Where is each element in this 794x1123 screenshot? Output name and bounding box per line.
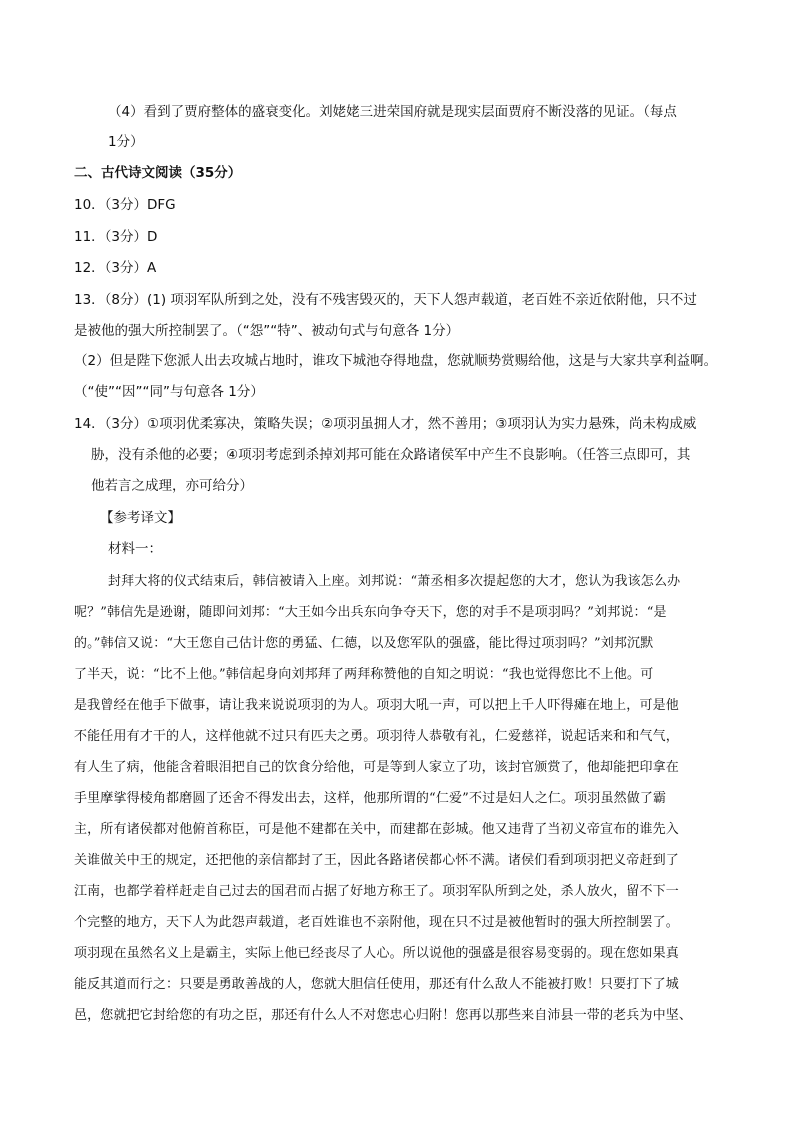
translation-line: 邑，您就把它封给您的有功之臣，那还有什么人不对您忠心归附！您再以那些来自沛县一带的老兵为中坚、 [74,1008,693,1023]
translation-line: 封拜大将的仪式结束后，韩信被请入上座。刘邦说：“萧丞相多次提起您的大才，您认为我该怎么办 [108,574,681,589]
translation-line: 主，所有诸侯都对他俯首称臣，可是他不建都在关中，而建都在彭城。他又违背了当初义帝宣布的谁先入 [74,822,679,837]
translation-heading: 【参考译文】 [100,510,181,526]
translation-line: 了半天，说：“比不上他。”韩信起身向刘邦拜了两拜称赞他的自知之明说：“我也觉得您比不上他。可 [74,667,654,682]
translation-line: 的。”韩信又说：“大王您自己估计您的勇猛、仁德，以及您军队的强盛，能比得过项羽吗？”刘邦沉默 [74,636,654,651]
translation-line: 项羽现在虽然名义上是霸主，实际上他已经丧尽了人心。所以说他的强盛是很容易变弱的。现在您如果真 [74,946,679,961]
answer-q13-line4: （“使”“因”“同”与句意各 1分） [74,384,264,400]
answer-q12: 12．（3分）A [74,260,157,276]
answer-q14-line2: 胁，没有杀他的必要；④项羽考虑到杀掉刘邦可能在众路诸侯军中产生不良影响。（任答三点即可，其 [91,447,691,463]
answer-q4-line1: （4）看到了贾府整体的盛衰变化。刘姥姥三进荣国府就是现实层面贾府不断没落的见证。（每点 [108,104,677,120]
translation-line: 手里摩挲得棱角都磨圆了还舍不得发出去，这样，他那所谓的“仁爱”不过是妇人之仁。项羽虽然做了霸 [74,791,667,806]
translation-line: 关谁做关中王的规定，还把他的亲信都封了王，因此各路诸侯都心怀不满。诸侯们看到项羽把义帝赶到了 [74,853,679,868]
answer-q11: 11．（3分）D [74,229,158,245]
translation-line: 呢？”韩信先是逊谢，随即问刘邦：“大王如今出兵东向争夺天下，您的对手不是项羽吗？”刘邦说：“是 [74,605,667,620]
answer-q14-line1: 14．（3分）①项羽优柔寡决，策略失误；②项羽虽拥人才，然不善用；③项羽认为实力悬殊，尚未构成威 [74,416,697,432]
answer-q10: 10．（3分）DFG [74,197,176,213]
material-label: 材料一： [108,541,162,557]
translation-line: 有人生了病，他能含着眼泪把自己的饮食分给他，可是等到人家立了功，该封官颁赏了，他却能把印拿在 [74,760,679,775]
translation-line: 是我曾经在他手下做事，请让我来说说项羽的为人。项羽大吼一声，可以把上千人吓得瘫在地上，可是他 [74,698,679,713]
translation-line: 江南，也都学着样赶走自己过去的国君而占据了好地方称王了。项羽军队所到之处，杀人放火，留不下一 [74,884,679,899]
answer-q14-line3: 他若言之成理，亦可给分） [91,478,253,494]
section-heading-ancient-poetry: 二、古代诗文阅读（35分） [74,165,242,181]
translation-line: 个完整的地方，天下人为此怨声载道，老百姓谁也不亲附他，现在只不过是被他暂时的强大所控制罢了。 [74,915,679,930]
translation-line: 能反其道而行之：只要是勇敢善战的人，您就大胆信任使用，那还有什么敌人不能被打败！只要打下了城 [74,977,679,992]
answer-q13-line1: 13．（8分）(1) 项羽军队所到之处，没有不残害毁灭的，天下人怨声载道，老百姓不亲近依附他，只不过 [74,292,697,308]
answer-q4-line2: 1分） [108,134,144,150]
answer-q13-line2: 是被他的强大所控制罢了。（“怨”“特”、被动句式与句意各 1分） [74,323,460,339]
translation-line: 不能任用有才干的人，这样他就不过只有匹夫之勇。项羽待人恭敬有礼，仁爱慈祥，说起话来和和气气， [74,729,679,744]
answer-q13-line3: （2）但是陛下您派人出去攻城占地时，谁攻下城池夺得地盘，您就顺势赏赐给他，这是与大家共享利益啊。 [74,353,718,369]
